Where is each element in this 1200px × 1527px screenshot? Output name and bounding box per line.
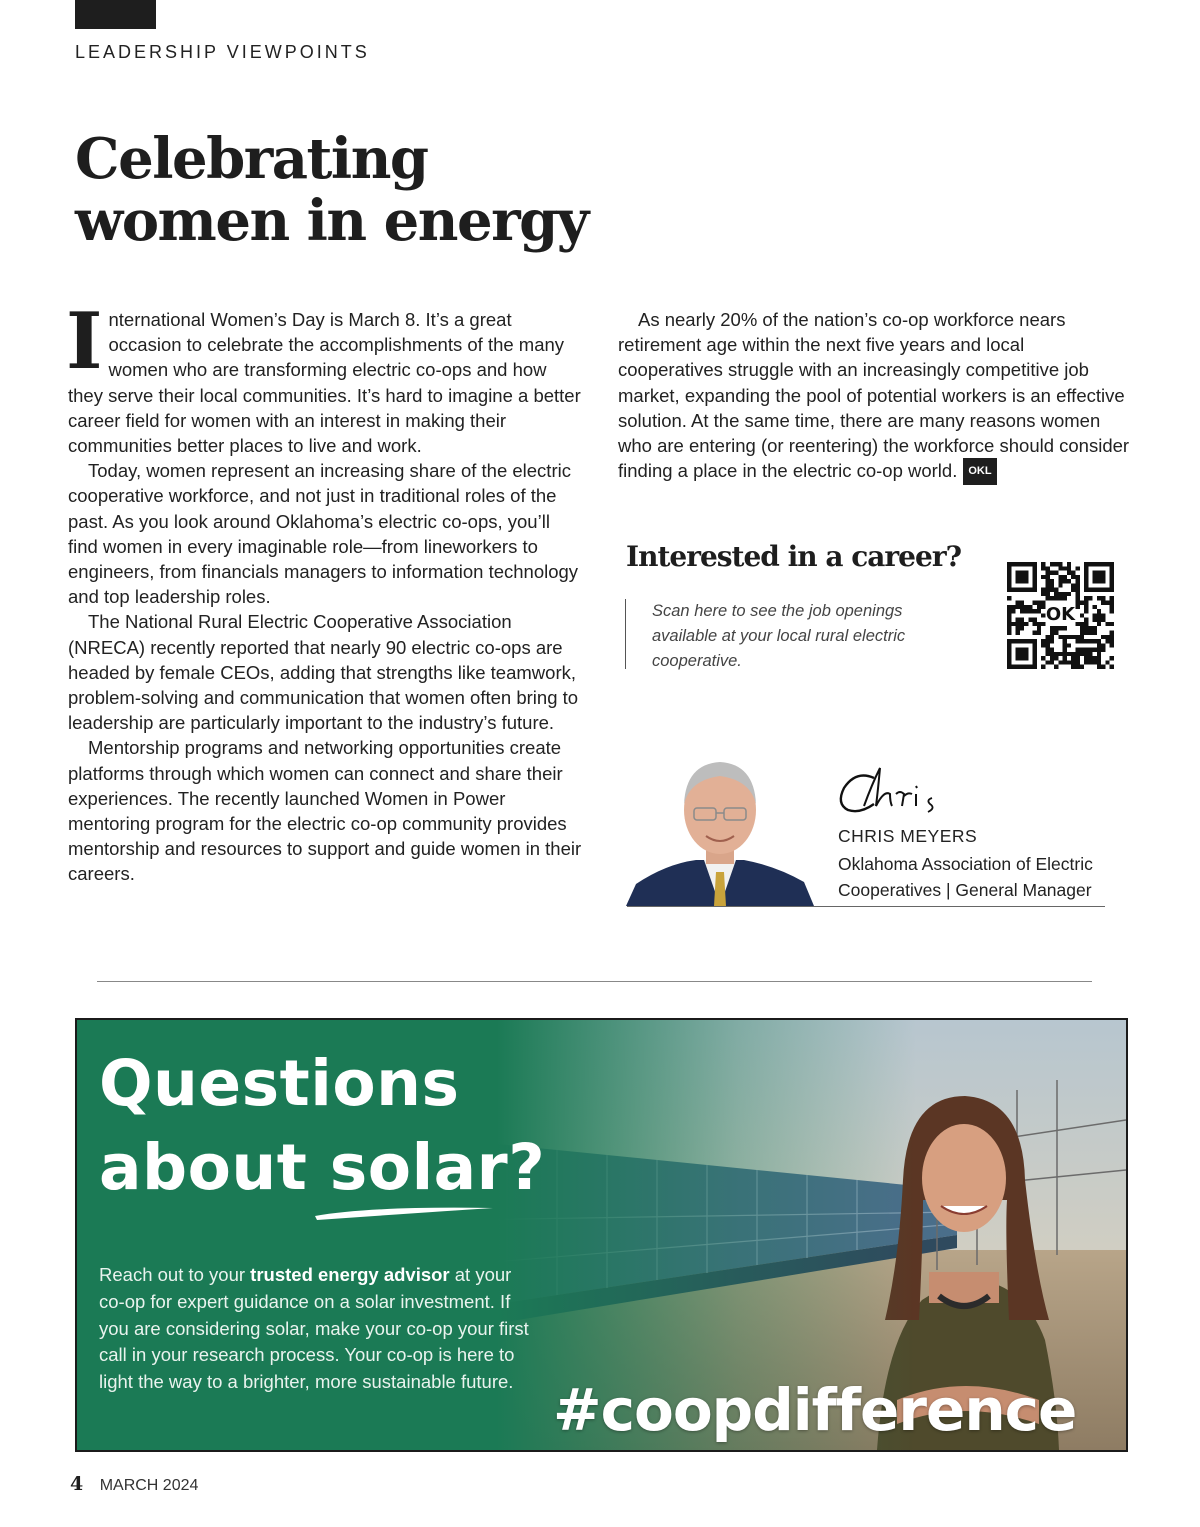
page-number: 4 [70,1473,84,1495]
section-divider [97,981,1092,982]
article-column-left [66,296,582,887]
author-divider [627,906,1105,907]
career-description: Scan here to see the job openings available at your local rural electric cooperative. [625,599,972,669]
ad-body-after: at your co-op for expert guidance on a solar investment. If you are considering solar, make your co-op your first call in your research process. Your co-op is here to light the way to a brighter, more sustainable future. [99,1264,529,1393]
paragraph-5-text: As nearly 20% of the nation’s co-op workforce nears retirement age within the next five years and local cooperatives struggle with an increasingly competitive job market, expanding the pool of potential workers is an effective solution. At the same time, there are many reasons women who are entering (or reentering) the workforce should consider finding a place in the electric co-op world. [618,309,1130,482]
issue-date: MARCH 2024 [99,1477,199,1494]
career-heading: Interested in a career? [626,540,961,573]
title-line-1: Celebrating [75,126,428,192]
signature-image [834,760,964,828]
author-name: CHRIS MEYERS [838,826,978,846]
article-paragraph-3: The National Rural Electric Cooperative Association (NRECA) recently reported that nearly 90 electric co-ops are headed by female CEOs, adding that strengths like teamwork, problem-solving and communication that women often bring to leadership are particularly important to the industry’s future. [68,611,579,734]
title-line-2: women in energy [75,188,588,254]
ad-body-before: Reach out to your [99,1264,251,1285]
article-paragraph-1 [66,296,582,458]
qr-code[interactable] [1007,562,1114,669]
ad-headline-line-2: about solar? [99,1131,546,1204]
end-mark-badge: OKL [963,458,996,485]
ad-body-bold: trusted energy advisor [250,1264,450,1285]
ad-headline-line-1: Questions [99,1047,460,1120]
solar-advertisement [75,1018,1128,1452]
ad-body-text [99,1262,539,1396]
author-title-line-1: Oklahoma Association of Electric [838,854,1093,874]
article-title [75,128,695,252]
author-photo [626,752,814,906]
ad-hashtag: #coopdifference [553,1376,1077,1444]
paragraph-1-text: nternational Women’s Day is March 8. It’s a great occasion to celebrate the accomplishments of the many women who are transforming electric co-ops and how they serve their local communities. It’s hard to imagine a better career field for women with an interest in making their communities better places to live and work. [68,309,581,457]
section-label: LEADERSHIP VIEWPOINTS [75,42,370,62]
qr-logo-text: OK [1045,604,1076,626]
article-paragraph-4: Mentorship programs and networking opportunities create platforms through which women can connect and share their experiences. The recently launched Women in Power mentoring program for the electric co-op community provides mentorship and resources to support and guide women in their careers. [68,737,582,885]
header-bar [75,0,156,29]
drop-cap: I [66,296,103,387]
article-paragraph-5 [618,307,1133,485]
brush-underline [311,1200,497,1224]
article-column-right [618,307,1133,485]
author-title [838,851,1138,903]
article-paragraph-2: Today, women represent an increasing share of the electric cooperative workforce, and not just in traditional roles of the past. As you look around Oklahoma’s electric co-ops, you’ll find women in every imaginable role—from lineworkers to engineers, from financials managers to information technology and top leadership roles. [68,460,579,608]
author-title-line-2: Cooperatives | General Manager [838,880,1092,900]
page-footer [70,1473,198,1495]
ad-headline [99,1042,545,1210]
